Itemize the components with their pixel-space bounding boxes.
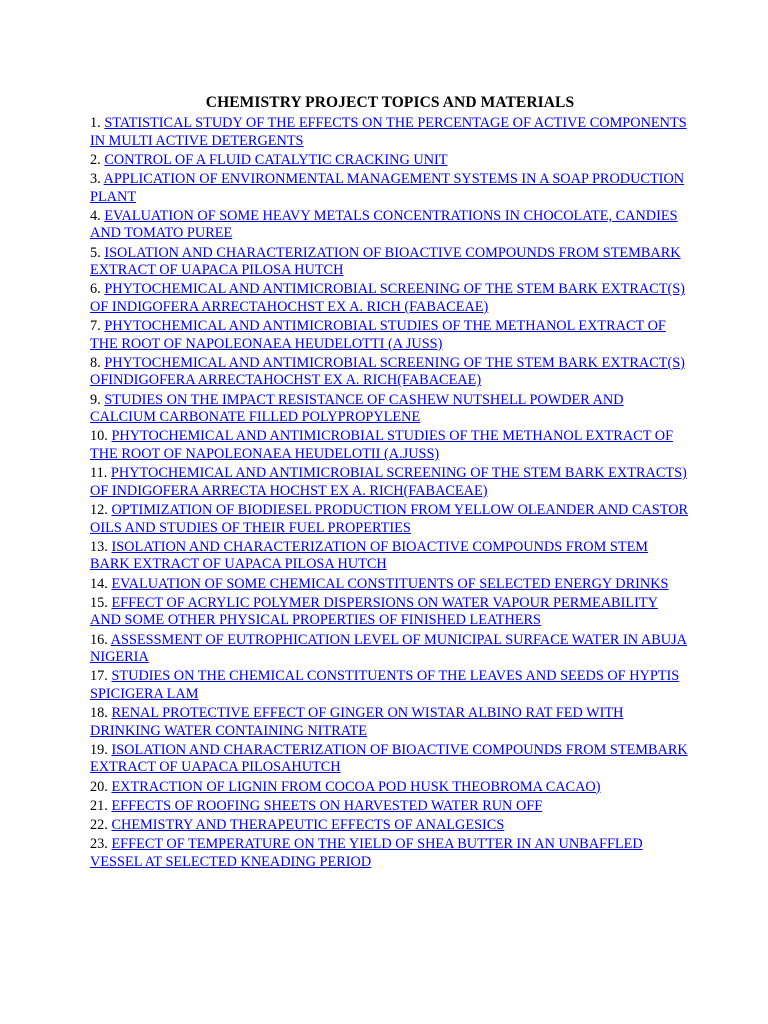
topic-item: [90, 428, 690, 463]
topic-number: 19.: [90, 741, 108, 758]
topic-link[interactable]: EFFECTS OF ROOFING SHEETS ON HARVESTED WATER RUN OFF: [111, 797, 543, 814]
topic-number: 13.: [90, 538, 108, 555]
topic-item: [90, 742, 690, 777]
topic-number: 20.: [90, 778, 108, 795]
topic-number: 4.: [90, 207, 101, 224]
topic-link[interactable]: ISOLATION AND CHARACTERIZATION OF BIOACTIVE COMPOUNDS FROM STEMBARK EXTRACT OF UAPACA PILOSA HUTCH: [90, 244, 681, 279]
topic-item: [90, 539, 690, 574]
topic-link[interactable]: PHYTOCHEMICAL AND ANTIMICROBIAL STUDIES OF THE METHANOL EXTRACT OF THE ROOT OF NAPOLEONAEA HEUDELOTTI (A JUSS): [90, 318, 666, 352]
topic-item: [90, 245, 690, 280]
topic-item: [90, 115, 690, 150]
topic-number: 11.: [90, 465, 108, 482]
topic-link[interactable]: RENAL PROTECTIVE EFFECT OF GINGER ON WISTAR ALBINO RAT FED WITH DRINKING WATER CONTAINING NITRATE: [90, 705, 624, 739]
topic-item: [90, 595, 690, 630]
topic-item: [90, 836, 690, 871]
topic-link[interactable]: EVALUATION OF SOME HEAVY METALS CONCENTRATIONS IN CHOCOLATE, CANDIES AND TOMATO PUREE: [90, 207, 678, 242]
topic-item: [90, 779, 690, 797]
topic-number: 17.: [90, 668, 108, 685]
topic-item: [90, 171, 690, 206]
topic-link[interactable]: STUDIES ON THE IMPACT RESISTANCE OF CASHEW NUTSHELL POWDER AND CALCIUM CARBONATE FILLED POLYPROPYLENE: [90, 391, 624, 426]
topic-number: 15.: [90, 594, 108, 611]
topic-link[interactable]: EXTRACTION OF LIGNIN FROM COCOA POD HUSK THEOBROMA CACAO): [111, 778, 601, 795]
topic-number: 14.: [90, 575, 108, 592]
page-title: CHEMISTRY PROJECT TOPICS AND MATERIALS: [205, 94, 575, 111]
topic-item: [90, 281, 690, 316]
document-page: [90, 93, 690, 873]
topic-link[interactable]: ISOLATION AND CHARACTERIZATION OF BIOACTIVE COMPOUNDS FROM STEM BARK EXTRACT OF UAPACA PILOSA HUTCH: [90, 538, 649, 573]
topic-number: 9.: [90, 391, 101, 408]
topic-number: 10.: [90, 428, 108, 445]
topic-link[interactable]: STUDIES ON THE CHEMICAL CONSTITUENTS OF THE LEAVES AND SEEDS OF HYPTIS SPICIGERA LAM: [90, 668, 680, 702]
topic-link[interactable]: PHYTOCHEMICAL AND ANTIMICROBIAL SCREENING OF THE STEM BARK EXTRACTS) OF INDIGOFERA ARRECTA HOCHST EX A. RICH(FABACEAE): [90, 465, 687, 499]
topic-number: 6.: [90, 281, 101, 298]
topic-item: [90, 318, 690, 353]
topic-link[interactable]: EVALUATION OF SOME CHEMICAL CONSTITUENTS OF SELECTED ENERGY DRINKS: [111, 575, 669, 592]
topic-item: [90, 668, 690, 703]
topic-item: [90, 465, 690, 500]
topic-link[interactable]: EFFECT OF ACRYLIC POLYMER DISPERSIONS ON WATER VAPOUR PERMEABILITY AND SOME OTHER PHYSICAL PROPERTIES OF FINISHED LEATHERS: [90, 594, 658, 629]
topic-list: [90, 115, 690, 871]
topic-link[interactable]: OPTIMIZATION OF BIODIESEL PRODUCTION FROM YELLOW OLEANDER AND CASTOR OILS AND STUDIES OF THEIR FUEL PROPERTIES: [90, 502, 689, 536]
topic-number: 2.: [90, 151, 101, 168]
topic-number: 8.: [90, 354, 101, 371]
topic-item: [90, 817, 690, 835]
topic-item: [90, 705, 690, 740]
topic-number: 3.: [90, 170, 101, 187]
topic-link[interactable]: CONTROL OF A FLUID CATALYTIC CRACKING UNIT: [104, 151, 448, 168]
topic-number: 7.: [90, 318, 101, 335]
topic-item: [90, 392, 690, 427]
topic-link[interactable]: PHYTOCHEMICAL AND ANTIMICROBIAL SCREENING OF THE STEM BARK EXTRACT(S) OF INDIGOFERA ARRECTAHOCHST EX A. RICH (FABACEAE): [90, 281, 685, 315]
topic-link[interactable]: EFFECT OF TEMPERATURE ON THE YIELD OF SHEA BUTTER IN AN UNBAFFLED VESSEL AT SELECTED KNEADING PERIOD: [90, 836, 643, 870]
topic-number: 22.: [90, 817, 108, 834]
topic-number: 18.: [90, 705, 108, 722]
topic-link[interactable]: STATISTICAL STUDY OF THE EFFECTS ON THE PERCENTAGE OF ACTIVE COMPONENTS IN MULTI ACTIVE DETERGENTS: [90, 115, 687, 149]
topic-item: [90, 576, 690, 594]
topic-number: 5.: [90, 244, 101, 261]
topic-link[interactable]: ISOLATION AND CHARACTERIZATION OF BIOACTIVE COMPOUNDS FROM STEMBARK EXTRACT OF UAPACA PILOSAHUTCH: [90, 741, 688, 776]
topic-number: 12.: [90, 502, 108, 518]
topic-number: 1.: [90, 115, 101, 131]
topic-number: 21.: [90, 797, 108, 814]
topic-item: [90, 152, 690, 170]
topic-item: [90, 502, 690, 537]
topic-link[interactable]: PHYTOCHEMICAL AND ANTIMICROBIAL SCREENING OF THE STEM BARK EXTRACT(S) OFINDIGOFERA ARRECTAHOCHST EX A. RICH(FABACEAE): [90, 354, 685, 389]
topic-item: [90, 798, 690, 816]
topic-item: [90, 632, 690, 667]
topic-link[interactable]: APPLICATION OF ENVIRONMENTAL MANAGEMENT SYSTEMS IN A SOAP PRODUCTION PLANT: [90, 170, 685, 205]
topic-link[interactable]: PHYTOCHEMICAL AND ANTIMICROBIAL STUDIES OF THE METHANOL EXTRACT OF THE ROOT OF NAPOLEONAEA HEUDELOTII (A.JUSS): [90, 428, 674, 463]
topic-number: 23.: [90, 836, 108, 853]
topic-item: [90, 208, 690, 243]
topic-item: [90, 355, 690, 390]
topic-link[interactable]: CHEMISTRY AND THERAPEUTIC EFFECTS OF ANALGESICS: [111, 817, 505, 834]
topic-link[interactable]: ASSESSMENT OF EUTROPHICATION LEVEL OF MUNICIPAL SURFACE WATER IN ABUJA NIGERIA: [90, 631, 687, 666]
topic-number: 16.: [90, 631, 108, 648]
